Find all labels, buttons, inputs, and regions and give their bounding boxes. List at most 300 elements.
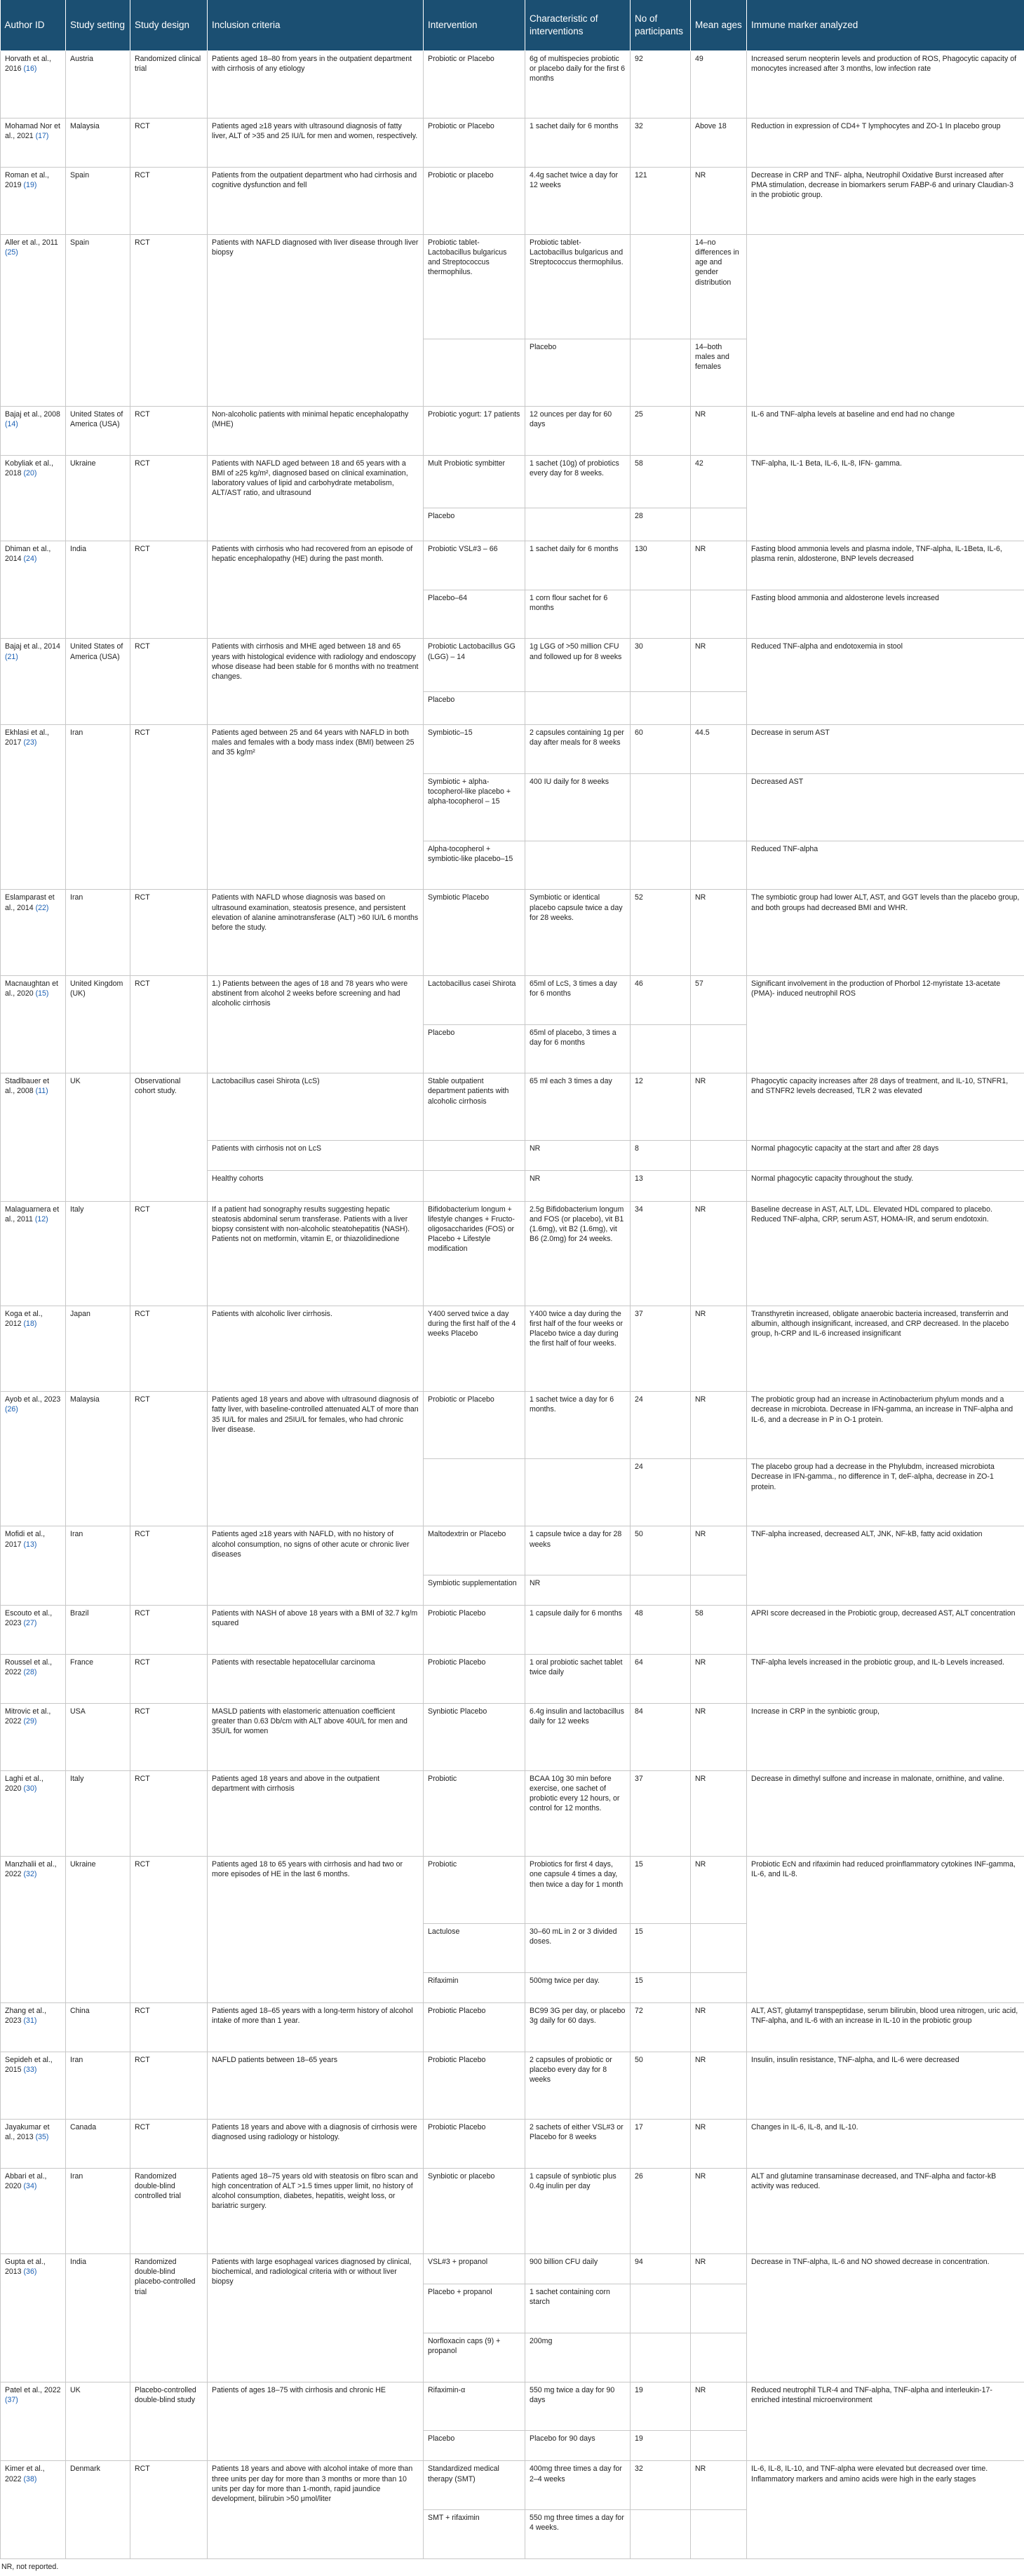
mean-age-cell: NR [691, 2254, 747, 2284]
author-cell [1, 2003, 66, 2052]
author-id: Escouto et al., 2023 [5, 1609, 53, 1628]
author-cell [1, 639, 66, 725]
inclusion-criteria-cell: Lactobacillus casei Shirota (LcS) [208, 1073, 424, 1141]
immune-marker-cell: Probiotic EcN and rifaximin had reduced proinflammatory cytokines INF-gamma, IL-6, and IL-8. [747, 1857, 1024, 2003]
inclusion-criteria-cell: Patients with NAFLD aged between 18 and 65 years with a BMI of ≥25 kg/m², diagnosed based on clinical examination, laboratory values of lipid and carbohydrate metabolism, ALT/AST ratio, and ultrasound [208, 455, 424, 541]
intervention-characteristic-cell: 1 capsule of synbiotic plus 0.4g inulin per day [525, 2168, 631, 2254]
inclusion-criteria-cell: Patients aged 18–65 years with a long-term history of alcohol intake of more than 1 year. [208, 2003, 424, 2052]
author-cell [1, 890, 66, 976]
immune-marker-cell: IL-6 and TNF-alpha levels at baseline and end had no change [747, 406, 1024, 455]
reference-link[interactable]: (28) [23, 1668, 37, 1677]
immune-marker-cell: The placebo group had a decrease in the Phylubdm, increased microbiota Decrease in IFN-gamma., no difference in T, deF-alpha, decrease in ZO-1 protein. [747, 1459, 1024, 1526]
intervention-characteristic-cell: NR [525, 1141, 631, 1171]
intervention-characteristic-cell: 65ml of LcS, 3 times a day for 6 months [525, 975, 631, 1024]
table-row [1, 1857, 1024, 1924]
participants-cell: 13 [631, 1171, 691, 1201]
intervention-cell: Probiotic or Placebo [424, 51, 525, 118]
author-cell [1, 1770, 66, 1857]
mean-age-cell [691, 1924, 747, 1973]
intervention-characteristic-cell: 65 ml each 3 times a day [525, 1073, 631, 1141]
table-row [1, 167, 1024, 234]
reference-link[interactable]: (17) [35, 132, 49, 141]
reference-link[interactable]: (27) [23, 1619, 37, 1628]
author-id: Ekhlasi et al., 2017 [5, 728, 50, 747]
intervention-cell: Probiotic [424, 1770, 525, 1857]
mean-age-cell: NR [691, 2052, 747, 2119]
author-id: Malaguarnera et al., 2011 [5, 1205, 60, 1223]
reference-link[interactable]: (15) [35, 989, 49, 998]
intervention-characteristic-cell: Placebo for 90 days [525, 2431, 631, 2461]
intervention-characteristic-cell: 2 sachets of either VSL#3 or Placebo for 8 weeks [525, 2119, 631, 2168]
mean-age-cell: NR [691, 1201, 747, 1306]
study-design-cell: RCT [130, 639, 208, 725]
intervention-cell: Probiotic yogurt: 17 patients [424, 406, 525, 455]
intervention-cell: Probiotic Placebo [424, 2119, 525, 2168]
intervention-cell: Lactobacillus casei Shirota [424, 975, 525, 1024]
table-row [1, 724, 1024, 773]
study-design-cell: RCT [130, 890, 208, 976]
study-design-cell: RCT [130, 2461, 208, 2559]
intervention-characteristic-cell: 1 sachet daily for 6 months [525, 118, 631, 168]
participants-cell: 52 [631, 890, 691, 976]
mean-age-cell: NR [691, 2461, 747, 2510]
reference-link[interactable]: (38) [23, 2474, 37, 2483]
intervention-characteristic-cell: 550 mg twice a day for 90 days [525, 2382, 631, 2431]
study-setting-cell: United Kingdom (UK) [66, 975, 130, 1073]
inclusion-criteria-cell: Patients aged 18 to 65 years with cirrhosis and had two or more episodes of HE in the last 6 months. [208, 1857, 424, 2003]
participants-cell [631, 2510, 691, 2559]
table-header [1, 0, 1024, 51]
author-id: Aller et al., 2011 [5, 238, 58, 247]
mean-age-cell: NR [691, 1654, 747, 1703]
intervention-characteristic-cell: Placebo [525, 339, 631, 406]
inclusion-criteria-cell: Patients with resectable hepatocellular carcinoma [208, 1654, 424, 1703]
intervention-characteristic-cell: 1 oral probiotic sachet tablet twice daily [525, 1654, 631, 1703]
mean-age-cell: NR [691, 2168, 747, 2254]
reference-link[interactable]: (13) [23, 1540, 37, 1549]
reference-link[interactable]: (20) [23, 468, 37, 477]
intervention-cell: Probiotic Placebo [424, 2052, 525, 2119]
participants-cell: 15 [631, 1924, 691, 1973]
inclusion-criteria-cell: Patients aged 18 years and above in the outpatient department with cirrhosis [208, 1770, 424, 1857]
immune-marker-cell: Reduced TNF-alpha and endotoxemia in stool [747, 639, 1024, 725]
intervention-characteristic-cell: 500mg twice per day. [525, 1972, 631, 2002]
study-setting-cell: Iran [66, 890, 130, 976]
immune-marker-cell: ALT and glutamine transaminase decreased, and TNF-alpha and factor-kB activity was reduced. [747, 2168, 1024, 2254]
table-row [1, 1654, 1024, 1703]
intervention-cell: Symbiotic + alpha-tocopherol-like placebo + alpha-tocopherol – 15 [424, 773, 525, 841]
immune-marker-cell: Decrease in TNF-alpha, IL-6 and NO showed decrease in concentration. [747, 2254, 1024, 2382]
intervention-characteristic-cell: 1 sachet containing corn starch [525, 2284, 631, 2333]
reference-link[interactable]: (11) [35, 1087, 48, 1096]
participants-cell [631, 339, 691, 406]
intervention-cell: VSL#3 + propanol [424, 2254, 525, 2284]
immune-marker-cell [747, 234, 1024, 406]
participants-cell: 32 [631, 2461, 691, 2510]
reference-link[interactable]: (21) [5, 652, 18, 661]
study-setting-cell: India [66, 2254, 130, 2382]
intervention-cell: Probiotic Placebo [424, 1606, 525, 1655]
author-cell [1, 167, 66, 234]
table-row [1, 406, 1024, 455]
mean-age-cell: 57 [691, 975, 747, 1024]
mean-age-cell: NR [691, 1770, 747, 1857]
study-setting-cell: Brazil [66, 1606, 130, 1655]
author-cell [1, 1606, 66, 1655]
study-setting-cell: Denmark [66, 2461, 130, 2559]
mean-age-cell: NR [691, 1306, 747, 1392]
participants-cell: 8 [631, 1141, 691, 1171]
author-cell [1, 455, 66, 541]
reference-link[interactable]: (19) [23, 180, 37, 189]
immune-marker-cell: TNF-alpha increased, decreased ALT, JNK, NF-kB, fatty acid oxidation [747, 1526, 1024, 1606]
author-id: Kimer et al., 2022 [5, 2465, 45, 2483]
immune-marker-cell: Reduced TNF-alpha [747, 841, 1024, 890]
inclusion-criteria-cell: Patients aged 18 years and above with ultrasound diagnosis of fatty liver, with baseline-controlled attenuated ALT of more than 35 IU/L for males and 25IU/L for females, who had chronic liver disease. [208, 1392, 424, 1526]
author-id: Bajaj et al., 2014 [5, 642, 60, 651]
intervention-cell: Synbiotic or placebo [424, 2168, 525, 2254]
reference-link[interactable]: (24) [23, 555, 37, 564]
participants-cell: 84 [631, 1703, 691, 1770]
study-setting-cell: Japan [66, 1306, 130, 1392]
reference-link[interactable]: (33) [23, 2065, 37, 2074]
participants-cell: 121 [631, 167, 691, 234]
author-id: Ayob et al., 2023 [5, 1395, 61, 1404]
mean-age-cell: NR [691, 2003, 747, 2052]
mean-age-cell: 42 [691, 455, 747, 508]
intervention-cell: Rifaximin [424, 1972, 525, 2002]
intervention-cell: Probiotic VSL#3 – 66 [424, 541, 525, 590]
reference-link[interactable]: (29) [23, 1716, 37, 1726]
study-design-cell: RCT [130, 1857, 208, 2003]
study-setting-cell: Italy [66, 1201, 130, 1306]
intervention-cell: Probiotic Placebo [424, 1654, 525, 1703]
inclusion-criteria-cell: If a patient had sonography results suggesting hepatic steatosis abdominal serum transferase. Patients with a liver biopsy consistent with non-alcoholic steatohepatitis (NASH). Patients not on metformin, vitamin E, or thiazolidinedione [208, 1201, 424, 1306]
author-cell [1, 2052, 66, 2119]
author-id: Roman et al., 2019 [5, 170, 50, 189]
intervention-characteristic-cell: Y400 twice a day during the first half of the four weeks or Placebo twice a day during the first half of four weeks. [525, 1306, 631, 1392]
table-row [1, 639, 1024, 692]
author-id: Dhiman et al., 2014 [5, 545, 51, 564]
intervention-cell [424, 339, 525, 406]
participants-cell: 50 [631, 2052, 691, 2119]
mean-age-cell [691, 1024, 747, 1073]
reference-link[interactable]: (14) [5, 420, 18, 429]
participants-cell [631, 2333, 691, 2382]
inclusion-criteria-cell: Non-alcoholic patients with minimal hepatic encephalopathy (MHE) [208, 406, 424, 455]
intervention-cell: Rifaximin-α [424, 2382, 525, 2431]
participants-cell: 130 [631, 541, 691, 590]
study-setting-cell: India [66, 541, 130, 639]
author-cell [1, 2382, 66, 2461]
intervention-characteristic-cell: 4.4g sachet twice a day for 12 weeks [525, 167, 631, 234]
intervention-characteristic-cell: 6g of multispecies probiotic or placebo daily for the first 6 months [525, 51, 631, 118]
immune-marker-cell: ALT, AST, glutamyl transpeptidase, serum bilirubin, blood urea nitrogen, uric acid, TNF-alpha, and IL-6 with an increase in IL-10 in the probiotic group [747, 2003, 1024, 2052]
immune-marker-cell: Changes in IL-6, IL-8, and IL-10. [747, 2119, 1024, 2168]
intervention-cell: Placebo–64 [424, 590, 525, 639]
intervention-characteristic-cell: 6.4g insulin and lactobacillus daily for 12 weeks [525, 1703, 631, 1770]
intervention-cell: Alpha-tocopherol + symbiotic-like placebo–15 [424, 841, 525, 890]
mean-age-cell: 49 [691, 51, 747, 118]
participants-cell: 26 [631, 2168, 691, 2254]
table-footnote: NR, not reported. [1, 2563, 59, 2571]
author-cell [1, 1201, 66, 1306]
author-id: Gupta et al., 2013 [5, 2258, 46, 2277]
table-row [1, 2052, 1024, 2119]
participants-cell: 92 [631, 51, 691, 118]
intervention-characteristic-cell: 1 sachet daily for 6 months [525, 541, 631, 590]
intervention-characteristic-cell: Symbiotic or identical placebo capsule twice a day for 28 weeks. [525, 890, 631, 976]
intervention-cell: Lactulose [424, 1924, 525, 1973]
participants-cell [631, 841, 691, 890]
author-id: Roussel et al., 2022 [5, 1658, 53, 1677]
reference-link[interactable]: (25) [5, 248, 18, 257]
immune-marker-cell: The symbiotic group had lower ALT, AST, and GGT levels than the placebo group, and both groups had decreased BMI and WHR. [747, 890, 1024, 976]
study-design-cell: Randomized double-blind placebo-controlled trial [130, 2254, 208, 2382]
mean-age-cell [691, 1141, 747, 1171]
participants-cell [631, 1575, 691, 1606]
intervention-characteristic-cell: 1 capsule daily for 6 months [525, 1606, 631, 1655]
intervention-cell: Probiotic or Placebo [424, 1392, 525, 1459]
intervention-characteristic-cell: 200mg [525, 2333, 631, 2382]
author-id: Eslamparast et al., 2014 [5, 893, 55, 912]
intervention-cell [424, 1141, 525, 1171]
reference-link[interactable]: (22) [35, 903, 49, 912]
study-design-cell: Randomized clinical trial [130, 51, 208, 118]
author-cell [1, 975, 66, 1073]
mean-age-cell [691, 692, 747, 725]
participants-cell: 24 [631, 1459, 691, 1526]
participants-cell [631, 2284, 691, 2333]
inclusion-criteria-cell: Patients of ages 18–75 with cirrhosis and chronic HE [208, 2382, 424, 2461]
study-setting-cell: UK [66, 2382, 130, 2461]
intervention-characteristic-cell: 2 capsules containing 1g per day after meals for 8 weeks [525, 724, 631, 773]
table-row [1, 1703, 1024, 1770]
study-design-cell: RCT [130, 1703, 208, 1770]
immune-marker-cell: Fasting blood ammonia and aldosterone levels increased [747, 590, 1024, 639]
author-cell [1, 1703, 66, 1770]
header-row [1, 0, 1024, 51]
author-id: Mitrovic et al., 2022 [5, 1707, 51, 1726]
author-id: Zhang et al., 2023 [5, 2007, 46, 2026]
reference-link[interactable]: (35) [35, 2133, 49, 2142]
intervention-cell: Probiotic or placebo [424, 167, 525, 234]
inclusion-criteria-cell: Patients from the outpatient department who had cirrhosis and cognitive dysfunction and fell [208, 167, 424, 234]
inclusion-criteria-cell: Patients with large esophageal varices diagnosed by clinical, biochemical, and radiological criteria with or without liver biopsy [208, 2254, 424, 2382]
author-id: Mofidi et al., 2017 [5, 1530, 46, 1549]
participants-cell [631, 773, 691, 841]
immune-marker-cell: Transthyretin increased, obligate anaerobic bacteria increased, transferrin and albumin, although insignificant, increased, and CRP decreased. In the placebo group, h-CRP and IL-6 increased insignificant [747, 1306, 1024, 1392]
author-cell [1, 2119, 66, 2168]
author-cell [1, 1306, 66, 1392]
study-setting-cell: France [66, 1654, 130, 1703]
participants-cell: 32 [631, 118, 691, 168]
intervention-characteristic-cell [525, 692, 631, 725]
reference-link[interactable]: (18) [23, 1319, 37, 1328]
intervention-cell: Synbiotic Placebo [424, 1703, 525, 1770]
study-design-cell: RCT [130, 455, 208, 541]
author-id: Laghi et al., 2020 [5, 1774, 43, 1793]
intervention-characteristic-cell: 1 sachet twice a day for 6 months. [525, 1392, 631, 1459]
intervention-cell [424, 1171, 525, 1201]
intervention-cell [424, 1459, 525, 1526]
intervention-characteristic-cell: Probiotic tablet- Lactobacillus bulgaricus and Streptococcus thermophilus. [525, 234, 631, 339]
immune-marker-cell: Baseline decrease in AST, ALT, LDL. Elevated HDL compared to placebo. Reduced TNF-alpha, CRP, serum AST, HOMA-IR, and serum endotoxin. [747, 1201, 1024, 1306]
immune-marker-cell: Phagocytic capacity increases after 28 days of treatment, and IL-10, STNFR1, and STNFR2 levels decreased, TLR 2 was elevated [747, 1073, 1024, 1141]
study-setting-cell: Iran [66, 1526, 130, 1606]
author-id: Patel et al., 2022 [5, 2385, 61, 2394]
immune-marker-cell: Increased serum neopterin levels and production of ROS, Phagocytic capacity of monocytes increased after 3 months, low infection rate [747, 51, 1024, 118]
intervention-cell: Y400 served twice a day during the first half of the 4 weeks Placebo [424, 1306, 525, 1392]
participants-cell: 30 [631, 639, 691, 692]
study-setting-cell: United States of America (USA) [66, 406, 130, 455]
table-row [1, 1306, 1024, 1392]
intervention-cell: Placebo [424, 692, 525, 725]
study-design-cell: Randomized double-blind controlled trial [130, 2168, 208, 2254]
author-cell [1, 234, 66, 406]
intervention-cell: Maltodextrin or Placebo [424, 1526, 525, 1575]
participants-cell: 48 [631, 1606, 691, 1655]
mean-age-cell: NR [691, 2382, 747, 2431]
table-row [1, 1770, 1024, 1857]
table-row [1, 234, 1024, 339]
author-cell [1, 2254, 66, 2382]
study-design-cell: RCT [130, 1606, 208, 1655]
immune-marker-cell: Decrease in serum AST [747, 724, 1024, 773]
inclusion-criteria-cell: Patients with NAFLD diagnosed with liver disease through liver biopsy [208, 234, 424, 406]
reference-link[interactable]: (30) [23, 1784, 37, 1793]
inclusion-criteria-cell: MASLD patients with elastomeric attenuation coefficient greater than 0.63 Db/cm with ALT above 40U/L for men and 35U/L for women [208, 1703, 424, 1770]
participants-cell: 17 [631, 2119, 691, 2168]
author-id: Kobyliak et al., 2018 [5, 459, 53, 477]
column-header: No of participants [631, 0, 691, 51]
immune-marker-cell: Decreased AST [747, 773, 1024, 841]
reference-link[interactable]: (37) [5, 2395, 18, 2404]
intervention-cell: Symbiotic–15 [424, 724, 525, 773]
participants-cell: 19 [631, 2382, 691, 2431]
participants-cell: 64 [631, 1654, 691, 1703]
mean-age-cell: 44.5 [691, 724, 747, 773]
author-cell [1, 1857, 66, 2003]
author-cell [1, 724, 66, 889]
study-setting-cell: Iran [66, 2052, 130, 2119]
mean-age-cell: NR [691, 639, 747, 692]
study-design-cell: RCT [130, 1526, 208, 1606]
immune-marker-cell: Insulin, insulin resistance, TNF-alpha, and IL-6 were decreased [747, 2052, 1024, 2119]
study-design-cell: Placebo-controlled double-blind study [130, 2382, 208, 2461]
mean-age-cell [691, 2431, 747, 2461]
table-row [1, 2003, 1024, 2052]
study-setting-cell: Ukraine [66, 1857, 130, 2003]
study-setting-cell: Canada [66, 2119, 130, 2168]
author-cell [1, 2461, 66, 2559]
participants-cell: 72 [631, 2003, 691, 2052]
reference-link[interactable]: (34) [23, 2181, 37, 2190]
inclusion-criteria-cell: NAFLD patients between 18–65 years [208, 2052, 424, 2119]
participants-cell: 25 [631, 406, 691, 455]
table-row [1, 975, 1024, 1024]
study-design-cell: RCT [130, 1770, 208, 1857]
column-header: Study design [130, 0, 208, 51]
mean-age-cell [691, 590, 747, 639]
study-setting-cell: Iran [66, 724, 130, 889]
mean-age-cell: NR [691, 1392, 747, 1459]
study-design-cell: RCT [130, 167, 208, 234]
reference-link[interactable]: (12) [34, 1214, 48, 1223]
mean-age-cell: NR [691, 167, 747, 234]
mean-age-cell [691, 2510, 747, 2559]
inclusion-criteria-cell: Patients with NAFLD whose diagnosis was based on ultrasound examination, steatosis presence, and persistent elevation of alanine aminotransferase (ALT) >60 IU/L 6 months before the study. [208, 890, 424, 976]
mean-age-cell [691, 1575, 747, 1606]
reference-link[interactable]: (32) [23, 1870, 37, 1879]
reference-link[interactable]: (31) [23, 2016, 37, 2026]
reference-link[interactable]: (26) [5, 1405, 18, 1414]
inclusion-criteria-cell: Patients with cirrhosis not on LcS [208, 1141, 424, 1171]
participants-cell [631, 234, 691, 339]
table-body [1, 51, 1024, 2559]
column-header: Mean ages [691, 0, 747, 51]
inclusion-criteria-cell: Patients 18 years and above with alcohol intake of more than three units per day for more than 3 months or more than 10 units per day for more than 1-month, rapid jaundice development, bilirubin >50 μmol/liter [208, 2461, 424, 2559]
table-row [1, 1073, 1024, 1141]
study-setting-cell: USA [66, 1703, 130, 1770]
mean-age-cell: 14–both males and females [691, 339, 747, 406]
column-header: Characteristic of interventions [525, 0, 631, 51]
author-id: Mohamad Nor et al., 2021 [5, 122, 60, 141]
mean-age-cell: NR [691, 1526, 747, 1575]
intervention-characteristic-cell: 12 ounces per day for 60 days [525, 406, 631, 455]
table-row [1, 890, 1024, 976]
intervention-characteristic-cell: 900 billion CFU daily [525, 2254, 631, 2284]
reference-link[interactable]: (23) [23, 738, 37, 747]
mean-age-cell [691, 841, 747, 890]
reference-link[interactable]: (36) [23, 2267, 37, 2277]
intervention-cell: Standardized medical therapy (SMT) [424, 2461, 525, 2510]
intervention-characteristic-cell: 2.5g Bifidobacterium longum and FOS (or placebo), vit B1 (1.6mg), vit B2 (1.6mg), vit B6 (2.0mg) for 24 weeks. [525, 1201, 631, 1306]
intervention-cell: Probiotic Placebo [424, 2003, 525, 2052]
intervention-cell: Probiotic or Placebo [424, 118, 525, 168]
intervention-characteristic-cell: 400mg three times a day for 2–4 weeks [525, 2461, 631, 2510]
study-setting-cell: UK [66, 1073, 130, 1202]
reference-link[interactable]: (16) [23, 65, 37, 74]
immune-marker-cell: Fasting blood ammonia levels and plasma indole, TNF-alpha, IL-1Beta, IL-6, plasma renin, aldosterone, BNP levels decreased [747, 541, 1024, 590]
study-setting-cell: Malaysia [66, 1392, 130, 1526]
mean-age-cell [691, 2333, 747, 2382]
author-id: Bajaj et al., 2008 [5, 409, 60, 419]
author-id: Horvath et al., 2016 [5, 55, 51, 74]
immune-marker-cell: The probiotic group had an increase in Actinobacterium phylum monds and a decrease in microbiota. Decrease in IFN-gamma, an increase in TNF-alpha and IL-6, and a decrease in P in O-1 protein. [747, 1392, 1024, 1459]
study-design-cell: RCT [130, 975, 208, 1073]
immune-marker-cell: Increase in CRP in the synbiotic group, [747, 1703, 1024, 1770]
author-cell [1, 1392, 66, 1526]
intervention-characteristic-cell [525, 841, 631, 890]
author-id: Manzhalii et al., 2022 [5, 1860, 57, 1879]
intervention-characteristic-cell: NR [525, 1171, 631, 1201]
table-row [1, 541, 1024, 590]
author-id: Stadlbauer et al., 2008 [5, 1077, 50, 1096]
table-row [1, 2168, 1024, 2254]
intervention-cell: Placebo + propanol [424, 2284, 525, 2333]
inclusion-criteria-cell: Patients aged ≥18 years with ultrasound diagnosis of fatty liver, ALT of >35 and 25 IU/L for men and women, respectively. [208, 118, 424, 168]
inclusion-criteria-cell: Healthy cohorts [208, 1171, 424, 1201]
study-design-cell: RCT [130, 1201, 208, 1306]
study-design-cell: RCT [130, 541, 208, 639]
intervention-characteristic-cell: 1 corn flour sachet for 6 months [525, 590, 631, 639]
immune-marker-cell: Significant involvement in the production of Phorbol 12-myristate 13-acetate (PMA)- induced neutrophil ROS [747, 975, 1024, 1073]
study-design-cell: RCT [130, 2119, 208, 2168]
study-design-cell: RCT [130, 2003, 208, 2052]
immune-marker-cell: Normal phagocytic capacity throughout the study. [747, 1171, 1024, 1201]
inclusion-criteria-cell: Patients 18 years and above with a diagnosis of cirrhosis were diagnosed using radiology or histology. [208, 2119, 424, 2168]
